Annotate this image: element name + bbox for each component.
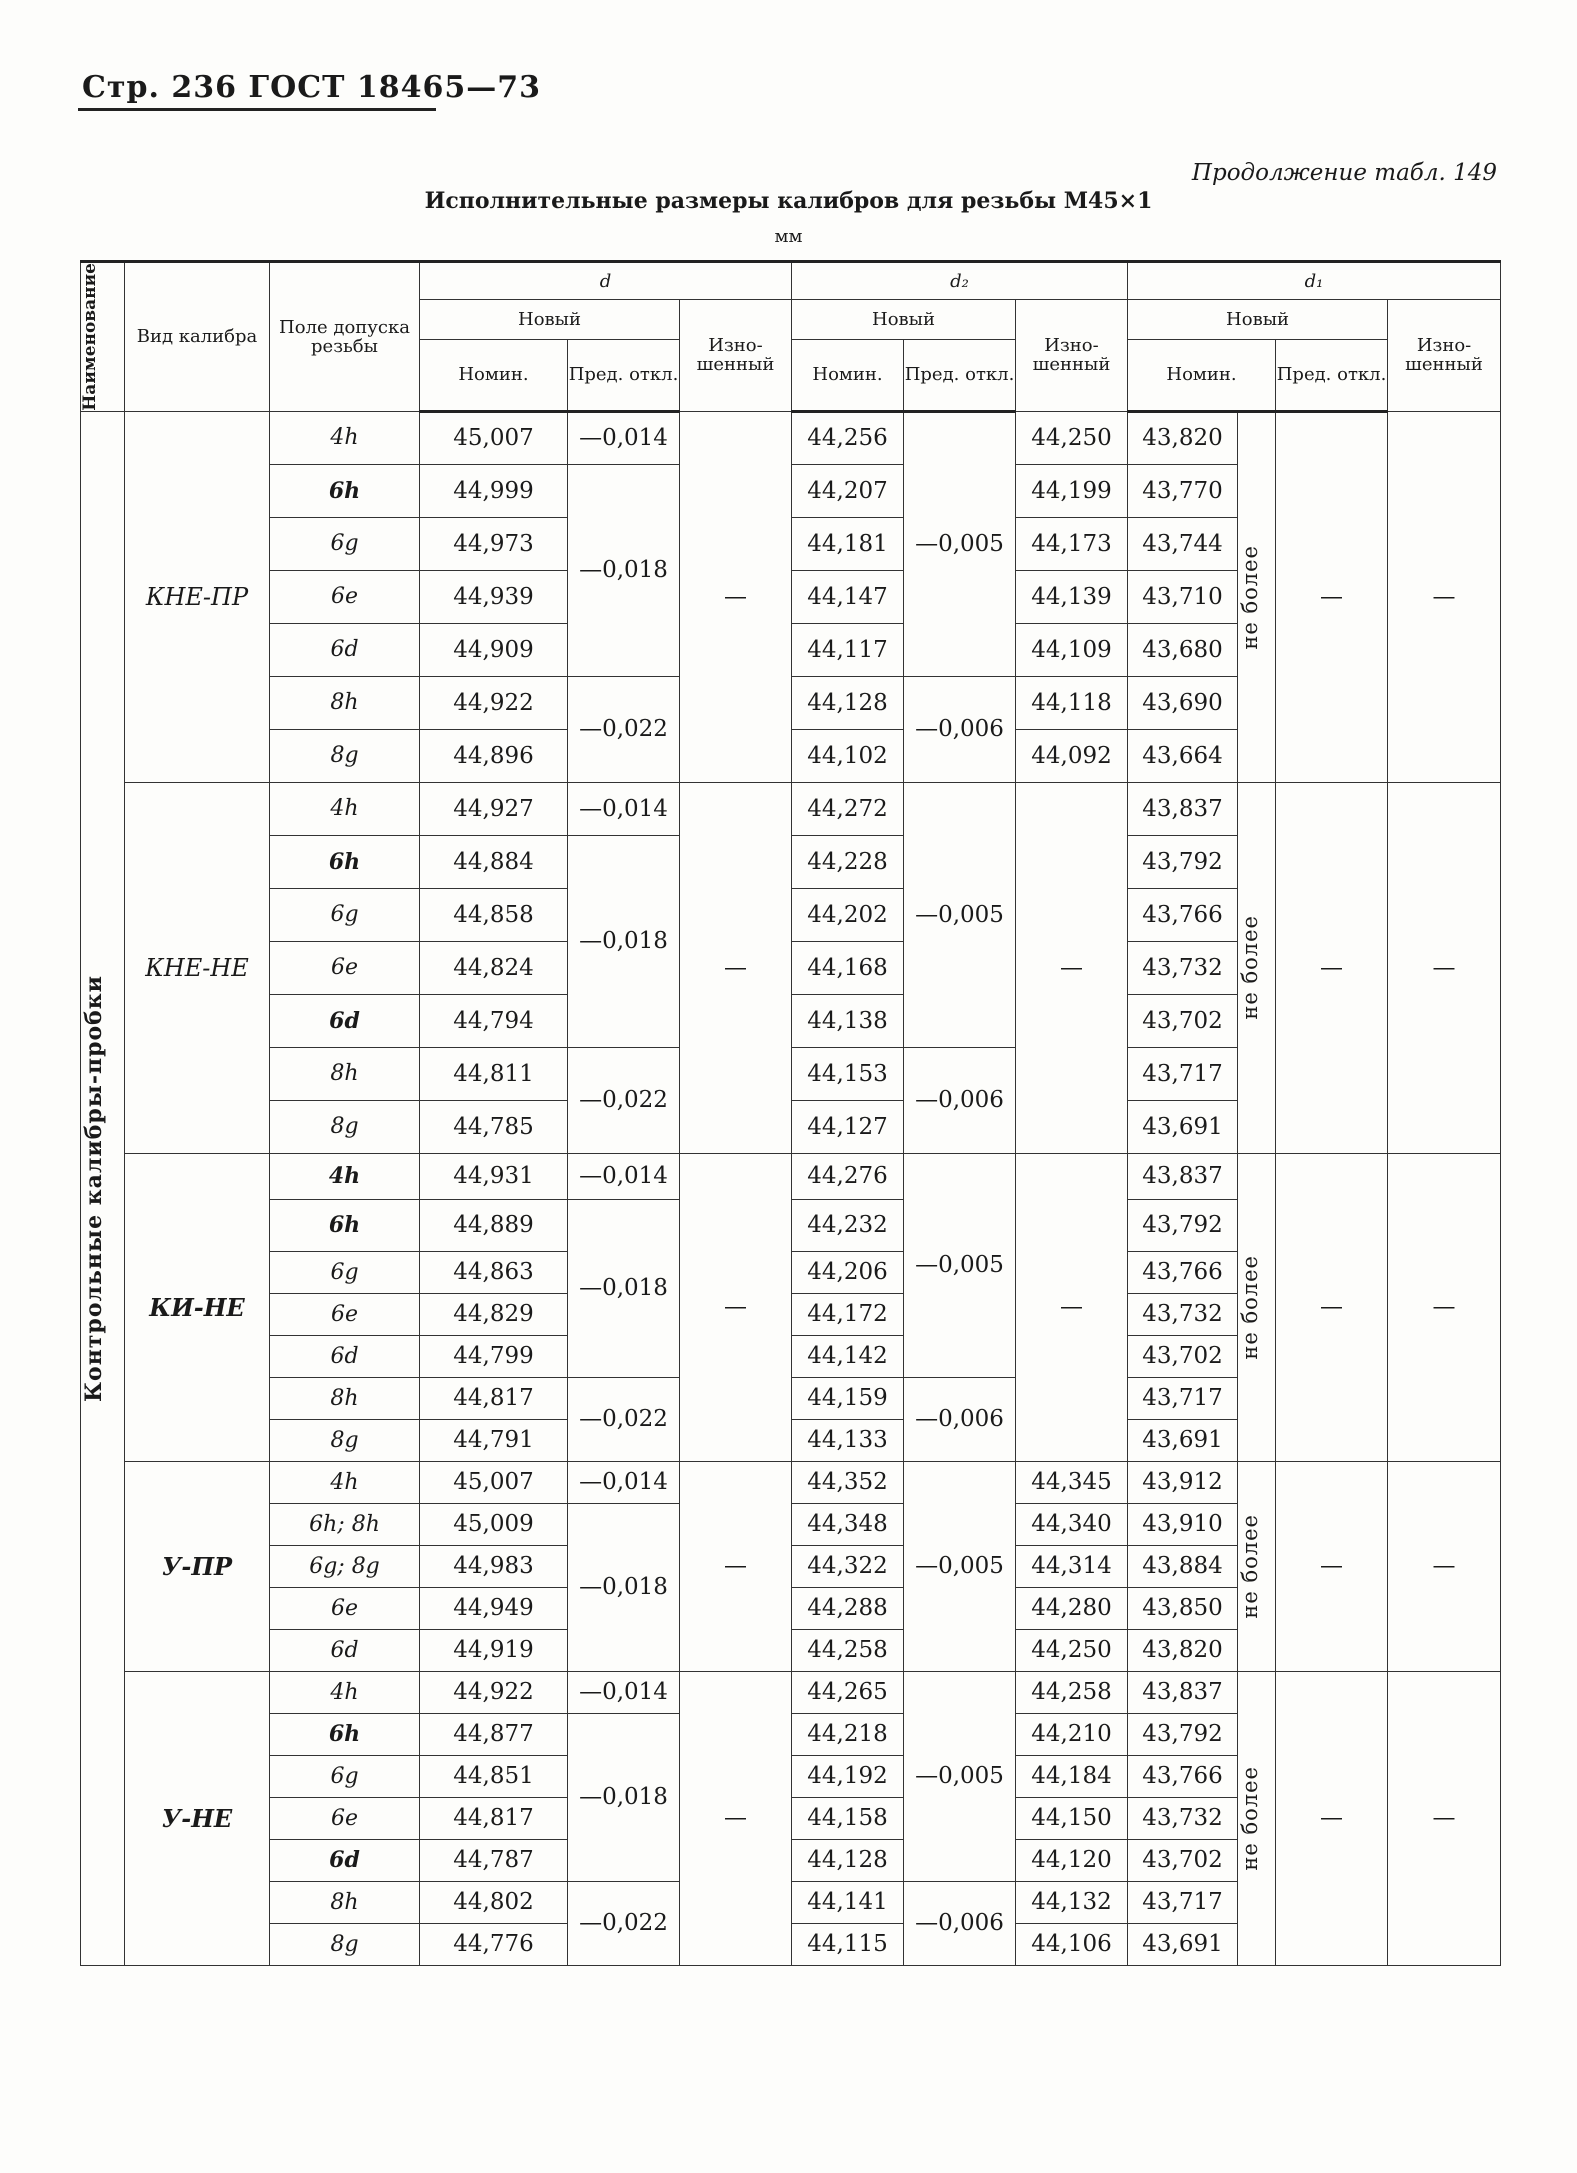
tolerance-cell: 8h (270, 1881, 420, 1923)
table-title: Исполнительные размеры калибров для резьбы М45×1 (424, 188, 1153, 214)
d2-nominal-cell: 44,159 (792, 1377, 904, 1419)
d1-nominal-cell: 43,910 (1128, 1503, 1238, 1545)
d2-worn-cell: 44,280 (1016, 1587, 1128, 1629)
d-worn-cell: — (680, 782, 792, 1153)
d2-nominal-cell: 44,322 (792, 1545, 904, 1587)
gauge-kind: КНЕ-ПР (125, 411, 270, 782)
d2-deviation-cell: —0,006 (904, 1881, 1016, 1965)
d-nominal-cell: 44,919 (420, 1629, 568, 1671)
d1-nominal-cell: 43,702 (1128, 994, 1238, 1047)
d-nominal-cell: 44,909 (420, 623, 568, 676)
d2-worn-cell: 44,150 (1016, 1797, 1128, 1839)
d2-nominal-cell: 44,207 (792, 464, 904, 517)
d-deviation-cell: —0,014 (568, 411, 680, 464)
d1-nominal-cell: 43,691 (1128, 1419, 1238, 1461)
d1-worn-cell: — (1388, 1461, 1501, 1671)
d2-nominal-cell: 44,168 (792, 941, 904, 994)
d-nominal-cell: 44,927 (420, 782, 568, 835)
d2-nominal-cell: 44,192 (792, 1755, 904, 1797)
d-nominal-cell: 44,851 (420, 1755, 568, 1797)
d-nominal-cell: 44,931 (420, 1153, 568, 1199)
d-nominal-cell: 44,949 (420, 1587, 568, 1629)
tolerance-cell: 8h (270, 676, 420, 729)
d-nominal-cell: 44,811 (420, 1047, 568, 1100)
d2-deviation-cell: —0,005 (904, 782, 1016, 1047)
d1-note-cell: не более (1238, 1153, 1276, 1461)
header-d2: d₂ (792, 262, 1128, 300)
header-d-deviation: Пред. откл. (568, 339, 680, 411)
d1-deviation-cell: — (1276, 1671, 1388, 1965)
d1-note-cell: не более (1238, 1461, 1276, 1671)
d1-nominal-cell: 43,820 (1128, 1629, 1238, 1671)
d-nominal-cell: 44,787 (420, 1839, 568, 1881)
d1-nominal-cell: 43,744 (1128, 517, 1238, 570)
d2-worn-cell: 44,106 (1016, 1923, 1128, 1965)
d1-nominal-cell: 43,792 (1128, 1713, 1238, 1755)
d-nominal-cell: 44,791 (420, 1419, 568, 1461)
d1-nominal-cell: 43,691 (1128, 1100, 1238, 1153)
d1-nominal-cell: 43,690 (1128, 676, 1238, 729)
d2-nominal-cell: 44,138 (792, 994, 904, 1047)
d1-worn-cell: — (1388, 1153, 1501, 1461)
d2-worn-cell: — (1016, 1153, 1128, 1461)
d2-worn-cell: — (1016, 782, 1128, 1153)
header-d2-deviation: Пред. откл. (904, 339, 1016, 411)
gauge-kind: КНЕ-НЕ (125, 782, 270, 1153)
d1-nominal-cell: 43,837 (1128, 1671, 1238, 1713)
d2-nominal-cell: 44,272 (792, 782, 904, 835)
d2-nominal-cell: 44,142 (792, 1335, 904, 1377)
d-nominal-cell: 44,889 (420, 1199, 568, 1251)
header-tolerance: Поле допуска резьбы (270, 262, 420, 412)
d1-deviation-cell: — (1276, 782, 1388, 1153)
d1-nominal-cell: 43,912 (1128, 1461, 1238, 1503)
d-nominal-cell: 44,973 (420, 517, 568, 570)
d2-worn-cell: 44,199 (1016, 464, 1128, 517)
header-d1-worn: Изно-шенный (1388, 300, 1501, 412)
d2-worn-cell: 44,345 (1016, 1461, 1128, 1503)
d-deviation-cell: —0,018 (568, 835, 680, 1047)
d1-deviation-cell: — (1276, 1153, 1388, 1461)
d2-nominal-cell: 44,258 (792, 1629, 904, 1671)
d2-nominal-cell: 44,218 (792, 1713, 904, 1755)
d1-nominal-cell: 43,732 (1128, 941, 1238, 994)
d1-nominal-cell: 43,717 (1128, 1047, 1238, 1100)
d2-worn-cell: 44,184 (1016, 1755, 1128, 1797)
tolerance-cell: 8g (270, 729, 420, 782)
tolerance-cell: 6d (270, 1629, 420, 1671)
tolerance-cell: 4h (270, 1153, 420, 1199)
d-deviation-cell: —0,018 (568, 1713, 680, 1881)
d2-worn-cell: 44,250 (1016, 411, 1128, 464)
d-nominal-cell: 44,896 (420, 729, 568, 782)
tolerance-cell: 6h (270, 464, 420, 517)
tolerance-cell: 6e (270, 1797, 420, 1839)
d-worn-cell: — (680, 411, 792, 782)
d1-nominal-cell: 43,664 (1128, 729, 1238, 782)
d-nominal-cell: 44,799 (420, 1335, 568, 1377)
header-kind: Вид калибра (125, 262, 270, 412)
tolerance-cell: 6e (270, 941, 420, 994)
d-nominal-cell: 44,776 (420, 1923, 568, 1965)
header-d2-new: Новый (792, 300, 1016, 340)
tolerance-cell: 6g (270, 888, 420, 941)
d2-nominal-cell: 44,288 (792, 1587, 904, 1629)
d2-nominal-cell: 44,117 (792, 623, 904, 676)
header-d1-nominal: Номин. (1128, 339, 1276, 411)
d-nominal-cell: 45,009 (420, 1503, 568, 1545)
d2-nominal-cell: 44,181 (792, 517, 904, 570)
d-deviation-cell: —0,022 (568, 676, 680, 782)
d1-deviation-cell: — (1276, 1461, 1388, 1671)
tolerance-cell: 6e (270, 1587, 420, 1629)
d-nominal-cell: 45,007 (420, 1461, 568, 1503)
d2-nominal-cell: 44,128 (792, 1839, 904, 1881)
d-nominal-cell: 44,858 (420, 888, 568, 941)
group-name-cell: Контрольные калибры-пробки (81, 411, 125, 1965)
d1-nominal-cell: 43,717 (1128, 1881, 1238, 1923)
tolerance-cell: 4h (270, 411, 420, 464)
tolerance-cell: 4h (270, 1671, 420, 1713)
header-d2-nominal: Номин. (792, 339, 904, 411)
d1-nominal-cell: 43,732 (1128, 1797, 1238, 1839)
d-deviation-cell: —0,022 (568, 1881, 680, 1965)
d-nominal-cell: 44,983 (420, 1545, 568, 1587)
d2-deviation-cell: —0,005 (904, 1461, 1016, 1671)
d1-nominal-cell: 43,820 (1128, 411, 1238, 464)
tolerance-cell: 6e (270, 1293, 420, 1335)
d-nominal-cell: 44,785 (420, 1100, 568, 1153)
d2-deviation-cell: —0,006 (904, 676, 1016, 782)
d-deviation-cell: —0,018 (568, 1503, 680, 1671)
tolerance-cell: 6h (270, 1199, 420, 1251)
d1-worn-cell: — (1388, 411, 1501, 782)
d2-nominal-cell: 44,228 (792, 835, 904, 888)
d1-note-cell: не более (1238, 782, 1276, 1153)
d2-nominal-cell: 44,352 (792, 1461, 904, 1503)
header-rule (78, 108, 436, 111)
header-d: d (420, 262, 792, 300)
d2-worn-cell: 44,139 (1016, 570, 1128, 623)
d2-nominal-cell: 44,256 (792, 411, 904, 464)
tolerance-cell: 4h (270, 782, 420, 835)
d1-nominal-cell: 43,766 (1128, 1251, 1238, 1293)
d2-worn-cell: 44,120 (1016, 1839, 1128, 1881)
d1-deviation-cell: — (1276, 411, 1388, 782)
d1-nominal-cell: 43,837 (1128, 782, 1238, 835)
tolerance-cell: 6d (270, 994, 420, 1047)
d-nominal-cell: 44,802 (420, 1881, 568, 1923)
table-row (81, 1671, 1501, 1713)
table-row (81, 1153, 1501, 1199)
d-deviation-cell: —0,022 (568, 1377, 680, 1461)
d1-nominal-cell: 43,792 (1128, 835, 1238, 888)
tolerance-cell: 8g (270, 1923, 420, 1965)
d-deviation-cell: —0,014 (568, 1153, 680, 1199)
page-header: Стр. 236 ГОСТ 18465—73 (82, 70, 542, 105)
d1-nominal-cell: 43,702 (1128, 1335, 1238, 1377)
d2-worn-cell: 44,250 (1016, 1629, 1128, 1671)
d2-nominal-cell: 44,141 (792, 1881, 904, 1923)
d-deviation-cell: —0,018 (568, 464, 680, 676)
table-row (81, 411, 1501, 464)
d1-nominal-cell: 43,792 (1128, 1199, 1238, 1251)
tolerance-cell: 6g; 8g (270, 1545, 420, 1587)
d2-nominal-cell: 44,158 (792, 1797, 904, 1839)
d-deviation-cell: —0,014 (568, 1671, 680, 1713)
d2-nominal-cell: 44,128 (792, 676, 904, 729)
d2-nominal-cell: 44,206 (792, 1251, 904, 1293)
d1-nominal-cell: 43,710 (1128, 570, 1238, 623)
d1-nominal-cell: 43,837 (1128, 1153, 1238, 1199)
tolerance-cell: 6d (270, 623, 420, 676)
d-worn-cell: — (680, 1671, 792, 1965)
d-nominal-cell: 44,922 (420, 676, 568, 729)
d2-worn-cell: 44,258 (1016, 1671, 1128, 1713)
tolerance-cell: 6g (270, 517, 420, 570)
d2-worn-cell: 44,314 (1016, 1545, 1128, 1587)
header-d1-new: Новый (1128, 300, 1388, 340)
d1-nominal-cell: 43,766 (1128, 888, 1238, 941)
d2-worn-cell: 44,173 (1016, 517, 1128, 570)
tolerance-cell: 4h (270, 1461, 420, 1503)
header-d2-worn: Изно-шенный (1016, 300, 1128, 412)
header-d-worn: Изно-шенный (680, 300, 792, 412)
d2-deviation-cell: —0,006 (904, 1047, 1016, 1153)
table-row (81, 782, 1501, 835)
d2-nominal-cell: 44,232 (792, 1199, 904, 1251)
d1-nominal-cell: 43,717 (1128, 1377, 1238, 1419)
d-nominal-cell: 44,794 (420, 994, 568, 1047)
tolerance-cell: 8h (270, 1047, 420, 1100)
d-nominal-cell: 44,829 (420, 1293, 568, 1335)
d2-nominal-cell: 44,147 (792, 570, 904, 623)
d1-nominal-cell: 43,766 (1128, 1755, 1238, 1797)
d2-nominal-cell: 44,153 (792, 1047, 904, 1100)
gauge-kind: У-ПР (125, 1461, 270, 1671)
d2-worn-cell: 44,092 (1016, 729, 1128, 782)
d2-nominal-cell: 44,202 (792, 888, 904, 941)
header-d1-deviation: Пред. откл. (1276, 339, 1388, 411)
tolerance-cell: 6d (270, 1839, 420, 1881)
d2-worn-cell: 44,340 (1016, 1503, 1128, 1545)
d2-deviation-cell: —0,005 (904, 1153, 1016, 1377)
d-nominal-cell: 44,863 (420, 1251, 568, 1293)
header-d1: d₁ (1128, 262, 1501, 300)
header-d-new: Новый (420, 300, 680, 340)
table-row (81, 1461, 1501, 1503)
d2-worn-cell: 44,109 (1016, 623, 1128, 676)
d2-nominal-cell: 44,115 (792, 1923, 904, 1965)
d-nominal-cell: 44,999 (420, 464, 568, 517)
tolerance-cell: 6d (270, 1335, 420, 1377)
d-deviation-cell: —0,018 (568, 1199, 680, 1377)
d1-nominal-cell: 43,850 (1128, 1587, 1238, 1629)
tolerance-cell: 8g (270, 1100, 420, 1153)
d1-note-cell: не более (1238, 411, 1276, 782)
tolerance-cell: 6g (270, 1251, 420, 1293)
d2-nominal-cell: 44,276 (792, 1153, 904, 1199)
d-nominal-cell: 44,877 (420, 1713, 568, 1755)
d-worn-cell: — (680, 1153, 792, 1461)
tolerance-cell: 6h (270, 1713, 420, 1755)
d1-nominal-cell: 43,884 (1128, 1545, 1238, 1587)
d2-nominal-cell: 44,127 (792, 1100, 904, 1153)
tolerance-cell: 6g (270, 1755, 420, 1797)
d-nominal-cell: 44,884 (420, 835, 568, 888)
tolerance-cell: 6h; 8h (270, 1503, 420, 1545)
header-name: Наименование (81, 262, 125, 412)
d-worn-cell: — (680, 1461, 792, 1671)
d2-deviation-cell: —0,005 (904, 411, 1016, 676)
d2-nominal-cell: 44,102 (792, 729, 904, 782)
d-nominal-cell: 44,939 (420, 570, 568, 623)
d2-deviation-cell: —0,006 (904, 1377, 1016, 1461)
tolerance-cell: 6e (270, 570, 420, 623)
d1-worn-cell: — (1388, 782, 1501, 1153)
d1-nominal-cell: 43,702 (1128, 1839, 1238, 1881)
continuation-label: Продолжение табл. 149 (1191, 160, 1497, 186)
d2-nominal-cell: 44,172 (792, 1293, 904, 1335)
d1-worn-cell: — (1388, 1671, 1501, 1965)
d2-worn-cell: 44,132 (1016, 1881, 1128, 1923)
d-nominal-cell: 44,817 (420, 1377, 568, 1419)
d2-deviation-cell: —0,005 (904, 1671, 1016, 1881)
d1-note-cell: не более (1238, 1671, 1276, 1965)
tolerance-cell: 6h (270, 835, 420, 888)
d-nominal-cell: 45,007 (420, 411, 568, 464)
gauge-dimensions-table (80, 260, 1501, 1966)
d1-nominal-cell: 43,680 (1128, 623, 1238, 676)
unit-label: мм (774, 226, 803, 247)
d-nominal-cell: 44,922 (420, 1671, 568, 1713)
d1-nominal-cell: 43,691 (1128, 1923, 1238, 1965)
tolerance-cell: 8g (270, 1419, 420, 1461)
gauge-kind: У-НЕ (125, 1671, 270, 1965)
d-nominal-cell: 44,817 (420, 1797, 568, 1839)
d1-nominal-cell: 43,732 (1128, 1293, 1238, 1335)
d-deviation-cell: —0,022 (568, 1047, 680, 1153)
d2-worn-cell: 44,118 (1016, 676, 1128, 729)
d2-worn-cell: 44,210 (1016, 1713, 1128, 1755)
d2-nominal-cell: 44,265 (792, 1671, 904, 1713)
tolerance-cell: 8h (270, 1377, 420, 1419)
d-nominal-cell: 44,824 (420, 941, 568, 994)
gauge-kind: КИ-НЕ (125, 1153, 270, 1461)
d2-nominal-cell: 44,133 (792, 1419, 904, 1461)
d-deviation-cell: —0,014 (568, 782, 680, 835)
header-d-nominal: Номин. (420, 339, 568, 411)
d1-nominal-cell: 43,770 (1128, 464, 1238, 517)
d-deviation-cell: —0,014 (568, 1461, 680, 1503)
d2-nominal-cell: 44,348 (792, 1503, 904, 1545)
